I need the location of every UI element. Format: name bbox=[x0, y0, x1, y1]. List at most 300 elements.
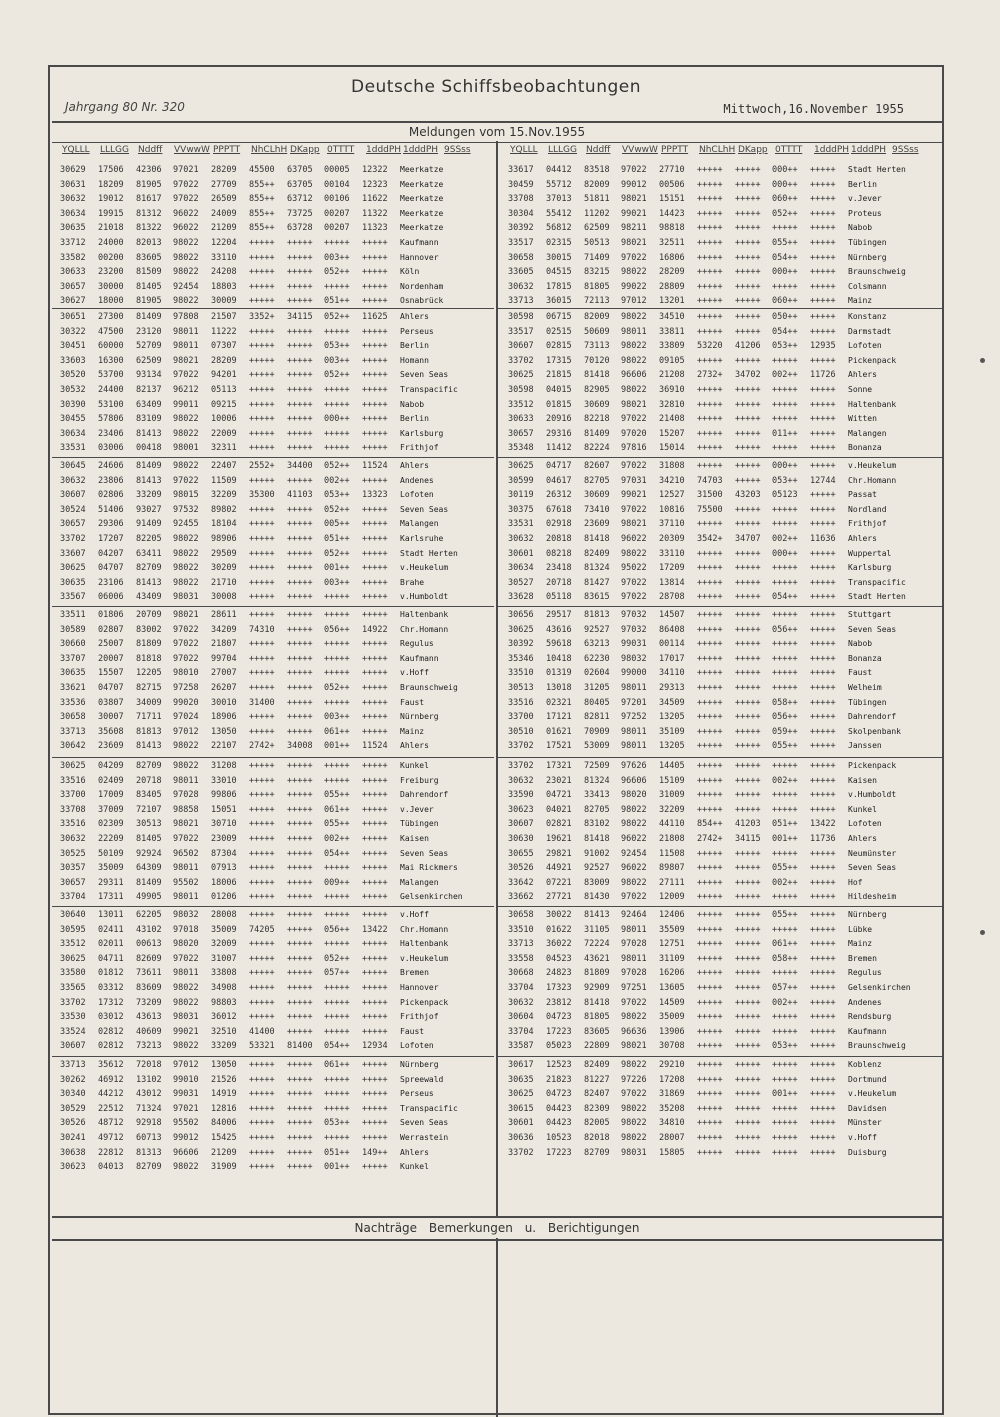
observation-group: +++++ bbox=[362, 563, 388, 574]
observation-group: +++++ bbox=[810, 697, 836, 708]
ship-name: Werrastein bbox=[400, 1133, 449, 1142]
observation-group: +++++ bbox=[697, 519, 723, 530]
observation-group: 30658 bbox=[60, 712, 86, 723]
observation-group: 21815 bbox=[546, 370, 572, 381]
observation-group: 30000 bbox=[98, 281, 124, 292]
observation-group: 12934 bbox=[362, 1041, 388, 1052]
observation-group: 98022 bbox=[621, 804, 647, 815]
observation-group: 82407 bbox=[584, 1089, 610, 1100]
observation-group: 30658 bbox=[508, 910, 534, 920]
observation-group: 33607 bbox=[60, 548, 86, 559]
column-header: 0TTTT bbox=[327, 145, 355, 155]
observation-group: +++++ bbox=[697, 877, 723, 888]
observation-group: 55412 bbox=[546, 208, 572, 219]
observation-group: 00613 bbox=[136, 939, 162, 950]
observation-group: 46912 bbox=[98, 1074, 124, 1085]
observation-group: +++++ bbox=[810, 968, 836, 979]
observation-group: +++++ bbox=[810, 924, 836, 935]
observation-group: 3352+ bbox=[249, 312, 275, 322]
observation-group: +++++ bbox=[735, 223, 761, 234]
ship-name: Dahrendorf bbox=[848, 712, 897, 722]
observation-group: 97022 bbox=[173, 639, 199, 650]
observation-group: 32311 bbox=[211, 443, 237, 454]
punch-hole bbox=[980, 930, 985, 935]
observation-group: 21808 bbox=[659, 834, 685, 844]
observation-group: 33713 bbox=[60, 1060, 86, 1070]
observation-group: +++++ bbox=[362, 326, 388, 337]
observation-group: 29306 bbox=[98, 519, 124, 530]
observation-group: +++++ bbox=[697, 892, 723, 903]
observation-group: +++++ bbox=[287, 592, 313, 603]
observation-group: +++++ bbox=[697, 1089, 723, 1100]
observation-group: +++++ bbox=[287, 997, 313, 1008]
observation-group: 02011 bbox=[98, 939, 124, 950]
observation-group: +++++ bbox=[362, 834, 388, 844]
observation-group: 73611 bbox=[136, 968, 162, 979]
observation-group: 13050 bbox=[211, 1060, 237, 1070]
observation-group: 052++ bbox=[324, 370, 350, 381]
observation-group: 33662 bbox=[508, 892, 534, 903]
observation-group: +++++ bbox=[287, 624, 313, 635]
observation-group: 29509 bbox=[211, 548, 237, 559]
observation-group: +++++ bbox=[249, 296, 275, 307]
observation-group: 30357 bbox=[60, 863, 86, 874]
observation-group: 81413 bbox=[136, 428, 162, 439]
observation-group: 21526 bbox=[211, 1074, 237, 1085]
observation-group: 98022 bbox=[173, 741, 199, 752]
observation-group: +++++ bbox=[810, 877, 836, 888]
observation-group: 62230 bbox=[584, 653, 610, 664]
observation-group: 99031 bbox=[173, 1089, 199, 1100]
observation-group: 855++ bbox=[249, 179, 275, 190]
observation-group: 81322 bbox=[136, 223, 162, 234]
observation-group: +++++ bbox=[697, 653, 723, 664]
observation-group: 053++ bbox=[772, 1041, 798, 1052]
ship-name: Pickenpack bbox=[848, 355, 897, 365]
observation-group: 15051 bbox=[211, 804, 237, 815]
observation-group: +++++ bbox=[810, 577, 836, 588]
observation-group: 32510 bbox=[211, 1026, 237, 1037]
observation-group: +++++ bbox=[735, 519, 761, 530]
observation-group: 002++ bbox=[772, 877, 798, 888]
observation-group: 73725 bbox=[287, 208, 313, 219]
ship-name: Skolpenbank bbox=[848, 726, 901, 736]
observation-group: +++++ bbox=[287, 877, 313, 888]
observation-group: +++++ bbox=[249, 834, 275, 844]
observation-group: 36910 bbox=[659, 385, 685, 395]
observation-group: 30634 bbox=[60, 428, 86, 439]
observation-group: 23609 bbox=[98, 741, 124, 752]
observation-group: 30304 bbox=[508, 208, 534, 219]
observation-group: +++++ bbox=[810, 1133, 836, 1143]
observation-group: +++++ bbox=[249, 1012, 275, 1023]
observation-group: 98020 bbox=[621, 790, 647, 801]
observation-group: +++++ bbox=[287, 761, 313, 771]
observation-group: 97022 bbox=[173, 370, 199, 381]
observation-group: +++++ bbox=[735, 281, 761, 292]
observation-group: 98022 bbox=[173, 761, 199, 771]
observation-group: 97258 bbox=[173, 683, 199, 693]
observation-group: 30598 bbox=[508, 312, 534, 322]
observation-group: 33590 bbox=[508, 790, 534, 801]
observation-group: 81405 bbox=[136, 834, 162, 844]
observation-group: +++++ bbox=[772, 385, 798, 395]
observation-group: 18000 bbox=[98, 296, 124, 307]
observation-group: 11412 bbox=[546, 443, 572, 454]
observation-group: +++++ bbox=[324, 281, 350, 292]
ship-name: Malangen bbox=[400, 519, 439, 529]
observation-group: 30007 bbox=[98, 712, 124, 723]
observation-group: +++++ bbox=[324, 443, 350, 454]
observation-group: 21807 bbox=[211, 639, 237, 650]
observation-group: 97021 bbox=[173, 165, 199, 175]
observation-group: +++++ bbox=[735, 1026, 761, 1037]
observation-group: 73410 bbox=[584, 504, 610, 515]
observation-group: 30634 bbox=[60, 208, 86, 219]
ship-name: Rendsburg bbox=[848, 1012, 892, 1022]
ship-name: Pickenpack bbox=[400, 997, 449, 1007]
observation-group: +++++ bbox=[287, 1103, 313, 1114]
observation-group: +++++ bbox=[697, 697, 723, 708]
observation-group: +++++ bbox=[249, 385, 275, 395]
observation-group: 82705 bbox=[584, 475, 610, 486]
observation-group: 81905 bbox=[136, 296, 162, 307]
ship-name: Ahlers bbox=[400, 1147, 429, 1157]
observation-group: +++++ bbox=[362, 697, 388, 708]
observation-group: +++++ bbox=[362, 726, 388, 737]
observation-group: 99000 bbox=[621, 668, 647, 679]
observation-group: 30708 bbox=[659, 1041, 685, 1052]
observation-group: 14423 bbox=[659, 208, 685, 219]
observation-group: +++++ bbox=[735, 179, 761, 190]
observation-group: 96606 bbox=[621, 370, 647, 381]
observation-group: 32209 bbox=[659, 804, 685, 815]
observation-group: +++++ bbox=[362, 712, 388, 723]
observation-group: 98011 bbox=[621, 741, 647, 752]
observation-group: +++++ bbox=[697, 194, 723, 205]
observation-group: +++++ bbox=[810, 1026, 836, 1037]
observation-group: 00200 bbox=[98, 252, 124, 263]
observation-group: 055++ bbox=[324, 790, 350, 801]
observation-group: +++++ bbox=[249, 910, 275, 920]
observation-group: 05113 bbox=[211, 385, 237, 395]
observation-group: +++++ bbox=[287, 668, 313, 679]
observation-group: +++++ bbox=[287, 548, 313, 559]
observation-group: +++++ bbox=[772, 1118, 798, 1129]
observation-group: +++++ bbox=[810, 1118, 836, 1129]
observation-group: +++++ bbox=[810, 863, 836, 874]
observation-group: +++++ bbox=[362, 892, 388, 903]
observation-group: +++++ bbox=[810, 223, 836, 234]
observation-group: 30015 bbox=[546, 252, 572, 263]
observation-group: 98021 bbox=[173, 819, 199, 830]
ship-name: Ahlers bbox=[400, 461, 429, 470]
observation-group: +++++ bbox=[287, 848, 313, 859]
observation-group: 31208 bbox=[211, 761, 237, 771]
observation-group: +++++ bbox=[362, 577, 388, 588]
observation-group: 14919 bbox=[211, 1089, 237, 1100]
observation-group: 053++ bbox=[772, 341, 798, 352]
observation-group: +++++ bbox=[810, 610, 836, 620]
observation-group: 33209 bbox=[136, 490, 162, 501]
observation-group: 33530 bbox=[60, 1012, 86, 1023]
observation-group: 000++ bbox=[772, 461, 798, 471]
ship-name: Meerkatze bbox=[400, 223, 444, 233]
observation-group: +++++ bbox=[697, 1133, 723, 1143]
observation-group: 2732+ bbox=[697, 370, 723, 381]
observation-group: +++++ bbox=[324, 610, 350, 620]
observation-group: 28611 bbox=[211, 610, 237, 620]
observation-group: +++++ bbox=[810, 939, 836, 950]
observation-group: 72113 bbox=[584, 296, 610, 307]
observation-group: 80405 bbox=[584, 697, 610, 708]
observation-group: +++++ bbox=[249, 475, 275, 486]
observation-group: 97012 bbox=[173, 1060, 199, 1070]
observation-group: 2552+ bbox=[249, 461, 275, 471]
observation-group: 72107 bbox=[136, 804, 162, 815]
observation-group: 21209 bbox=[211, 223, 237, 234]
observation-group: +++++ bbox=[249, 355, 275, 366]
observation-group: 27007 bbox=[211, 668, 237, 679]
ship-name: Faust bbox=[848, 668, 873, 678]
observation-group: +++++ bbox=[697, 592, 723, 603]
observation-group: 30623 bbox=[60, 1162, 86, 1173]
observation-group: 01622 bbox=[546, 924, 572, 935]
observation-group: +++++ bbox=[735, 563, 761, 574]
observation-group: +++++ bbox=[362, 238, 388, 248]
observation-group: 003++ bbox=[324, 577, 350, 588]
block-separator bbox=[52, 308, 494, 309]
ship-name: Konstanz bbox=[848, 312, 887, 321]
observation-group: 30525 bbox=[60, 848, 86, 859]
observation-group: +++++ bbox=[735, 668, 761, 679]
observation-group: +++++ bbox=[735, 355, 761, 366]
observation-group: 98803 bbox=[211, 997, 237, 1008]
observation-group: +++++ bbox=[287, 953, 313, 964]
observation-group: 29311 bbox=[98, 877, 124, 888]
observation-group: 04423 bbox=[546, 1118, 572, 1129]
observation-group: 20818 bbox=[546, 534, 572, 544]
observation-group: +++++ bbox=[697, 775, 723, 786]
observation-group: +++++ bbox=[810, 983, 836, 993]
observation-group: 81413 bbox=[136, 741, 162, 752]
observation-group: 003++ bbox=[324, 355, 350, 366]
observation-group: 11508 bbox=[659, 848, 685, 859]
observation-group: 99012 bbox=[173, 1133, 199, 1143]
observation-group: +++++ bbox=[697, 1041, 723, 1052]
observation-group: 04209 bbox=[98, 761, 124, 771]
observation-group: 17815 bbox=[546, 281, 572, 292]
observation-group: 97022 bbox=[173, 953, 199, 964]
observation-group: 33628 bbox=[508, 592, 534, 603]
observation-group: +++++ bbox=[249, 577, 275, 588]
observation-group: 30625 bbox=[60, 953, 86, 964]
observation-group: 98022 bbox=[173, 1041, 199, 1052]
observation-group: +++++ bbox=[249, 1089, 275, 1100]
ship-name: Haltenbank bbox=[848, 399, 897, 409]
observation-group: +++++ bbox=[697, 712, 723, 723]
observation-group: 20718 bbox=[136, 775, 162, 786]
column-header: DKapp bbox=[738, 145, 768, 155]
observation-group: 23106 bbox=[98, 577, 124, 588]
observation-group: 96022 bbox=[621, 834, 647, 844]
observation-group: 04723 bbox=[546, 1012, 572, 1023]
observation-group: 18006 bbox=[211, 877, 237, 888]
observation-group: 059++ bbox=[772, 726, 798, 737]
ship-name: Spreewald bbox=[400, 1074, 444, 1084]
observation-group: 63409 bbox=[136, 399, 162, 410]
observation-group: 98001 bbox=[173, 443, 199, 454]
observation-group: 21208 bbox=[659, 370, 685, 381]
observation-group: 17208 bbox=[659, 1074, 685, 1085]
observation-group: 30527 bbox=[508, 577, 534, 588]
observation-group: 33713 bbox=[60, 726, 86, 737]
page-title: Deutsche Schiffsbeobachtungen bbox=[350, 77, 641, 97]
observation-group: +++++ bbox=[324, 892, 350, 903]
ship-name: Berlin bbox=[400, 414, 429, 424]
ship-name: Ahlers bbox=[848, 834, 877, 843]
observation-group: 82009 bbox=[584, 179, 610, 190]
remarks-heading: Nachträge Bemerkungen u. Berichtigungen bbox=[52, 1216, 942, 1241]
ship-name: Janssen bbox=[848, 741, 882, 751]
observation-group: +++++ bbox=[697, 577, 723, 588]
ship-name: Tübingen bbox=[848, 697, 887, 707]
observation-group: 70909 bbox=[584, 726, 610, 737]
observation-group: 28809 bbox=[659, 281, 685, 292]
observation-group: +++++ bbox=[697, 683, 723, 693]
observation-group: 82709 bbox=[584, 1147, 610, 1158]
observation-group: 82715 bbox=[136, 683, 162, 693]
observation-group: +++++ bbox=[735, 504, 761, 515]
observation-group: 96212 bbox=[173, 385, 199, 395]
observation-group: +++++ bbox=[735, 428, 761, 439]
observation-group: 18104 bbox=[211, 519, 237, 530]
observation-group: +++++ bbox=[810, 1147, 836, 1158]
observation-group: +++++ bbox=[810, 683, 836, 693]
observation-group: 97022 bbox=[173, 475, 199, 486]
observation-group: +++++ bbox=[772, 924, 798, 935]
observation-group: 63728 bbox=[287, 223, 313, 234]
observation-group: 19621 bbox=[546, 834, 572, 844]
observation-group: 17315 bbox=[546, 355, 572, 366]
observation-group: +++++ bbox=[324, 592, 350, 603]
observation-group: +++++ bbox=[697, 741, 723, 752]
observation-group: 92464 bbox=[621, 910, 647, 920]
observation-group: +++++ bbox=[362, 1026, 388, 1037]
observation-group: +++++ bbox=[249, 399, 275, 410]
observation-group: 83102 bbox=[584, 819, 610, 830]
observation-group: 30625 bbox=[508, 461, 534, 471]
observation-group: +++++ bbox=[324, 910, 350, 920]
observation-group: +++++ bbox=[735, 548, 761, 559]
observation-group: 052++ bbox=[324, 504, 350, 515]
observation-group: +++++ bbox=[324, 385, 350, 395]
column-header: 1dddPH bbox=[403, 145, 439, 155]
observation-group: +++++ bbox=[735, 997, 761, 1008]
observation-group: 30625 bbox=[60, 761, 86, 771]
observation-group: +++++ bbox=[287, 399, 313, 410]
observation-group: +++++ bbox=[362, 968, 388, 979]
observation-group: +++++ bbox=[810, 281, 836, 292]
observation-group: 30627 bbox=[60, 296, 86, 307]
observation-group: +++++ bbox=[810, 668, 836, 679]
observation-group: +++++ bbox=[362, 534, 388, 544]
observation-group: 43203 bbox=[735, 490, 761, 501]
observation-group: +++++ bbox=[735, 1041, 761, 1052]
ship-name: Sonne bbox=[848, 385, 873, 394]
observation-group: 98021 bbox=[621, 194, 647, 205]
ship-name: Kunkel bbox=[848, 804, 877, 814]
observation-group: 11726 bbox=[810, 370, 836, 381]
observation-group: 64309 bbox=[136, 863, 162, 874]
column-header: YQLLL bbox=[62, 145, 90, 155]
observation-group: 30657 bbox=[60, 281, 86, 292]
observation-group: 10418 bbox=[546, 653, 572, 664]
observation-group: +++++ bbox=[362, 267, 388, 278]
observation-group: 30607 bbox=[508, 819, 534, 830]
observation-group: 28008 bbox=[211, 910, 237, 920]
observation-group: +++++ bbox=[735, 639, 761, 650]
observation-group: 02812 bbox=[98, 1026, 124, 1037]
ship-name: Braunschweig bbox=[848, 1041, 906, 1051]
observation-group: 23009 bbox=[211, 834, 237, 844]
observation-group: +++++ bbox=[735, 165, 761, 175]
ship-name: Köln bbox=[400, 267, 420, 277]
observation-group: +++++ bbox=[287, 1060, 313, 1070]
observation-group: 053++ bbox=[324, 341, 350, 352]
ship-name: v.Hoff bbox=[848, 1133, 877, 1142]
observation-group: 04707 bbox=[98, 683, 124, 693]
observation-group: 82224 bbox=[584, 443, 610, 454]
observation-group: 98031 bbox=[173, 1012, 199, 1023]
ship-name: v.Heukelum bbox=[400, 563, 449, 573]
observation-group: +++++ bbox=[287, 326, 313, 337]
observation-group: 33713 bbox=[508, 296, 534, 307]
observation-group: 07307 bbox=[211, 341, 237, 352]
observation-group: +++++ bbox=[287, 775, 313, 786]
observation-group: 04412 bbox=[546, 165, 572, 175]
observation-group: +++++ bbox=[249, 790, 275, 801]
ship-name: Transpacific bbox=[400, 1103, 458, 1113]
observation-group: 60000 bbox=[98, 341, 124, 352]
observation-group: +++++ bbox=[249, 668, 275, 679]
observation-group: 05118 bbox=[546, 592, 572, 603]
observation-group: 001++ bbox=[324, 563, 350, 574]
observation-group: 002++ bbox=[324, 834, 350, 844]
observation-group: 98022 bbox=[621, 1133, 647, 1143]
observation-group: 33702 bbox=[60, 997, 86, 1008]
observation-group: +++++ bbox=[249, 326, 275, 337]
observation-group: 30631 bbox=[60, 179, 86, 190]
column-header: PPPTT bbox=[661, 145, 689, 155]
observation-group: 052++ bbox=[324, 267, 350, 278]
observation-group: 03312 bbox=[98, 983, 124, 993]
observation-group: 13323 bbox=[362, 490, 388, 501]
observation-group: 052++ bbox=[324, 548, 350, 559]
observation-group: 47500 bbox=[98, 326, 124, 337]
ship-name: Koblenz bbox=[848, 1060, 882, 1069]
observation-group: 98021 bbox=[173, 355, 199, 366]
ship-name: v.Hoff bbox=[400, 668, 429, 678]
observation-group: 30595 bbox=[60, 924, 86, 935]
observation-group: 89802 bbox=[211, 504, 237, 515]
observation-group: 854++ bbox=[697, 819, 723, 830]
observation-group: +++++ bbox=[810, 997, 836, 1008]
observation-group: +++++ bbox=[697, 790, 723, 801]
ship-name: Nabob bbox=[848, 223, 873, 233]
observation-group: 19915 bbox=[98, 208, 124, 219]
observation-group: +++++ bbox=[324, 326, 350, 337]
